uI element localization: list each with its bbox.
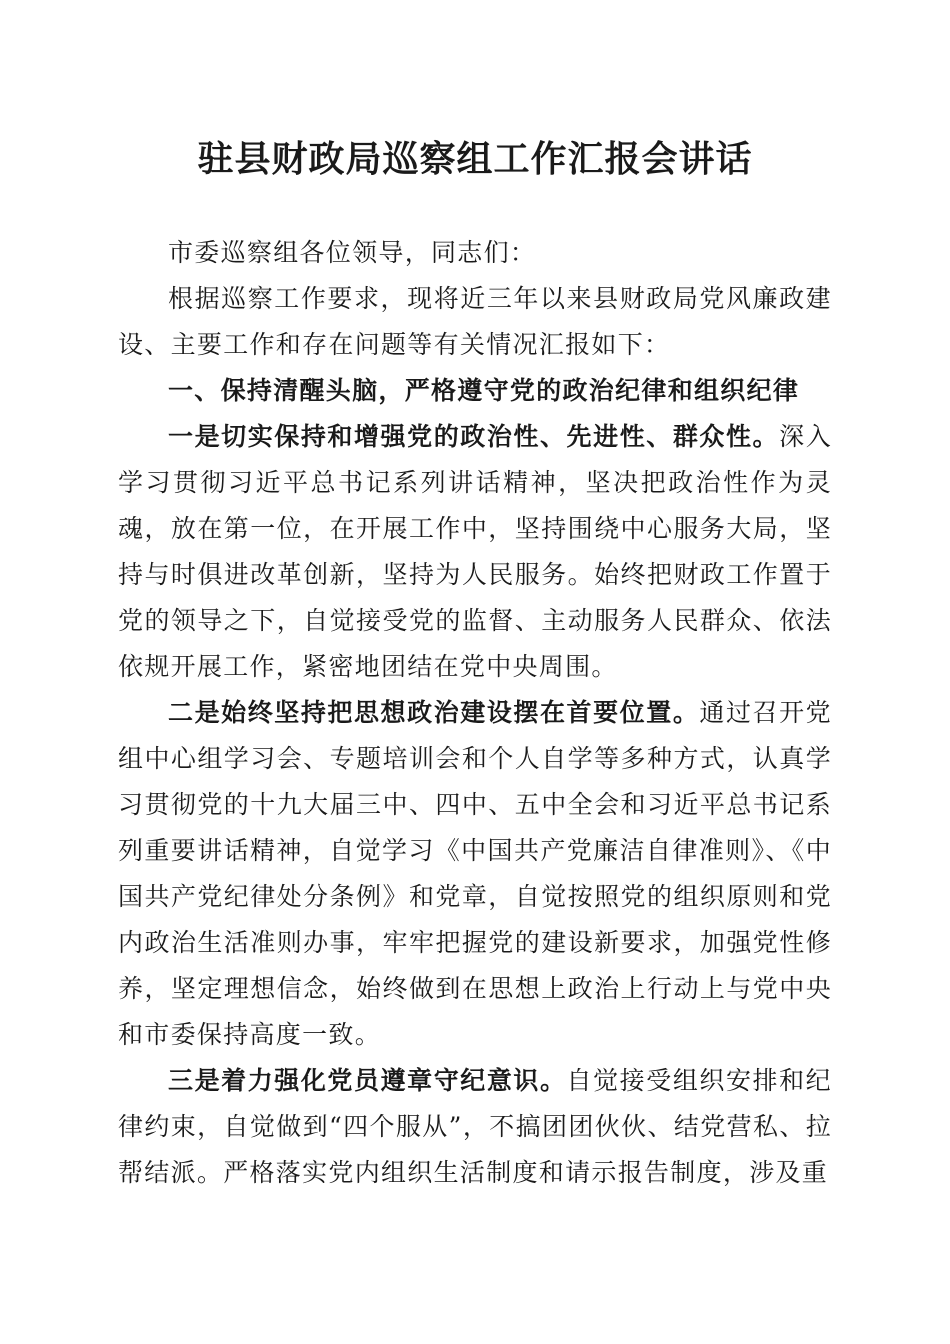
paragraph-lead: 二是始终坚持把思想政治建设摆在首要位置。 [168,698,700,727]
paragraph-text: 自觉接受组织安排和纪律约束，自觉做到“四个服从”，不搞团团伙伙、结党营私、拉帮结派。严格落实党内组织生活制度和请示报告制度，涉及重 [118,1066,832,1187]
paragraph-lead: 一是切实保持和增强党的政治性、先进性、群众性。 [168,422,780,451]
paragraph-text: 深入学习贯彻习近平总书记系列讲话精神，坚决把政治性作为灵魂，放在第一位，在开展工作中，坚持围绕中心服务大局，坚持与时俱进改革创新，坚持为人民服务。始终把财政工作置于党的领导之下，自觉接受党的监督、主动服务人民群众、依法依规开展工作，紧密地团结在党中央周围。 [118,422,832,681]
document-body [118,230,832,1196]
paragraph-text: 通过召开党组中心组学习会、专题培训会和个人自学等多种方式，认真学习贯彻党的十九大届三中、四中、五中全会和习近平总书记系列重要讲话精神，自觉学习《中国共产党廉洁自律准则》、《中国共产党纪律处分条例》和党章，自觉按照党的组织原则和党内政治生活准则办事，牢牢把握党的建设新要求，加强党性修养，坚定理想信念，始终做到在思想上政治上行动上与党中央和市委保持高度一致。 [118,698,832,1049]
body-paragraph-3 [118,1058,832,1196]
section-heading: 一、保持清醒头脑，严格遵守党的政治纪律和组织纪律 [168,376,800,405]
intro-paragraph: 根据巡察工作要求，现将近三年以来县财政局党风廉政建设、主要工作和存在问题等有关情况汇报如下： [118,284,832,359]
document-title: 驻县财政局巡察组工作汇报会讲话 [197,138,753,180]
paragraph-lead: 三是着力强化党员遵章守纪意识。 [168,1066,567,1095]
body-paragraph-1 [118,414,832,690]
salutation: 市委巡察组各位领导，同志们： [168,238,537,267]
body-paragraph-2 [118,690,832,1058]
